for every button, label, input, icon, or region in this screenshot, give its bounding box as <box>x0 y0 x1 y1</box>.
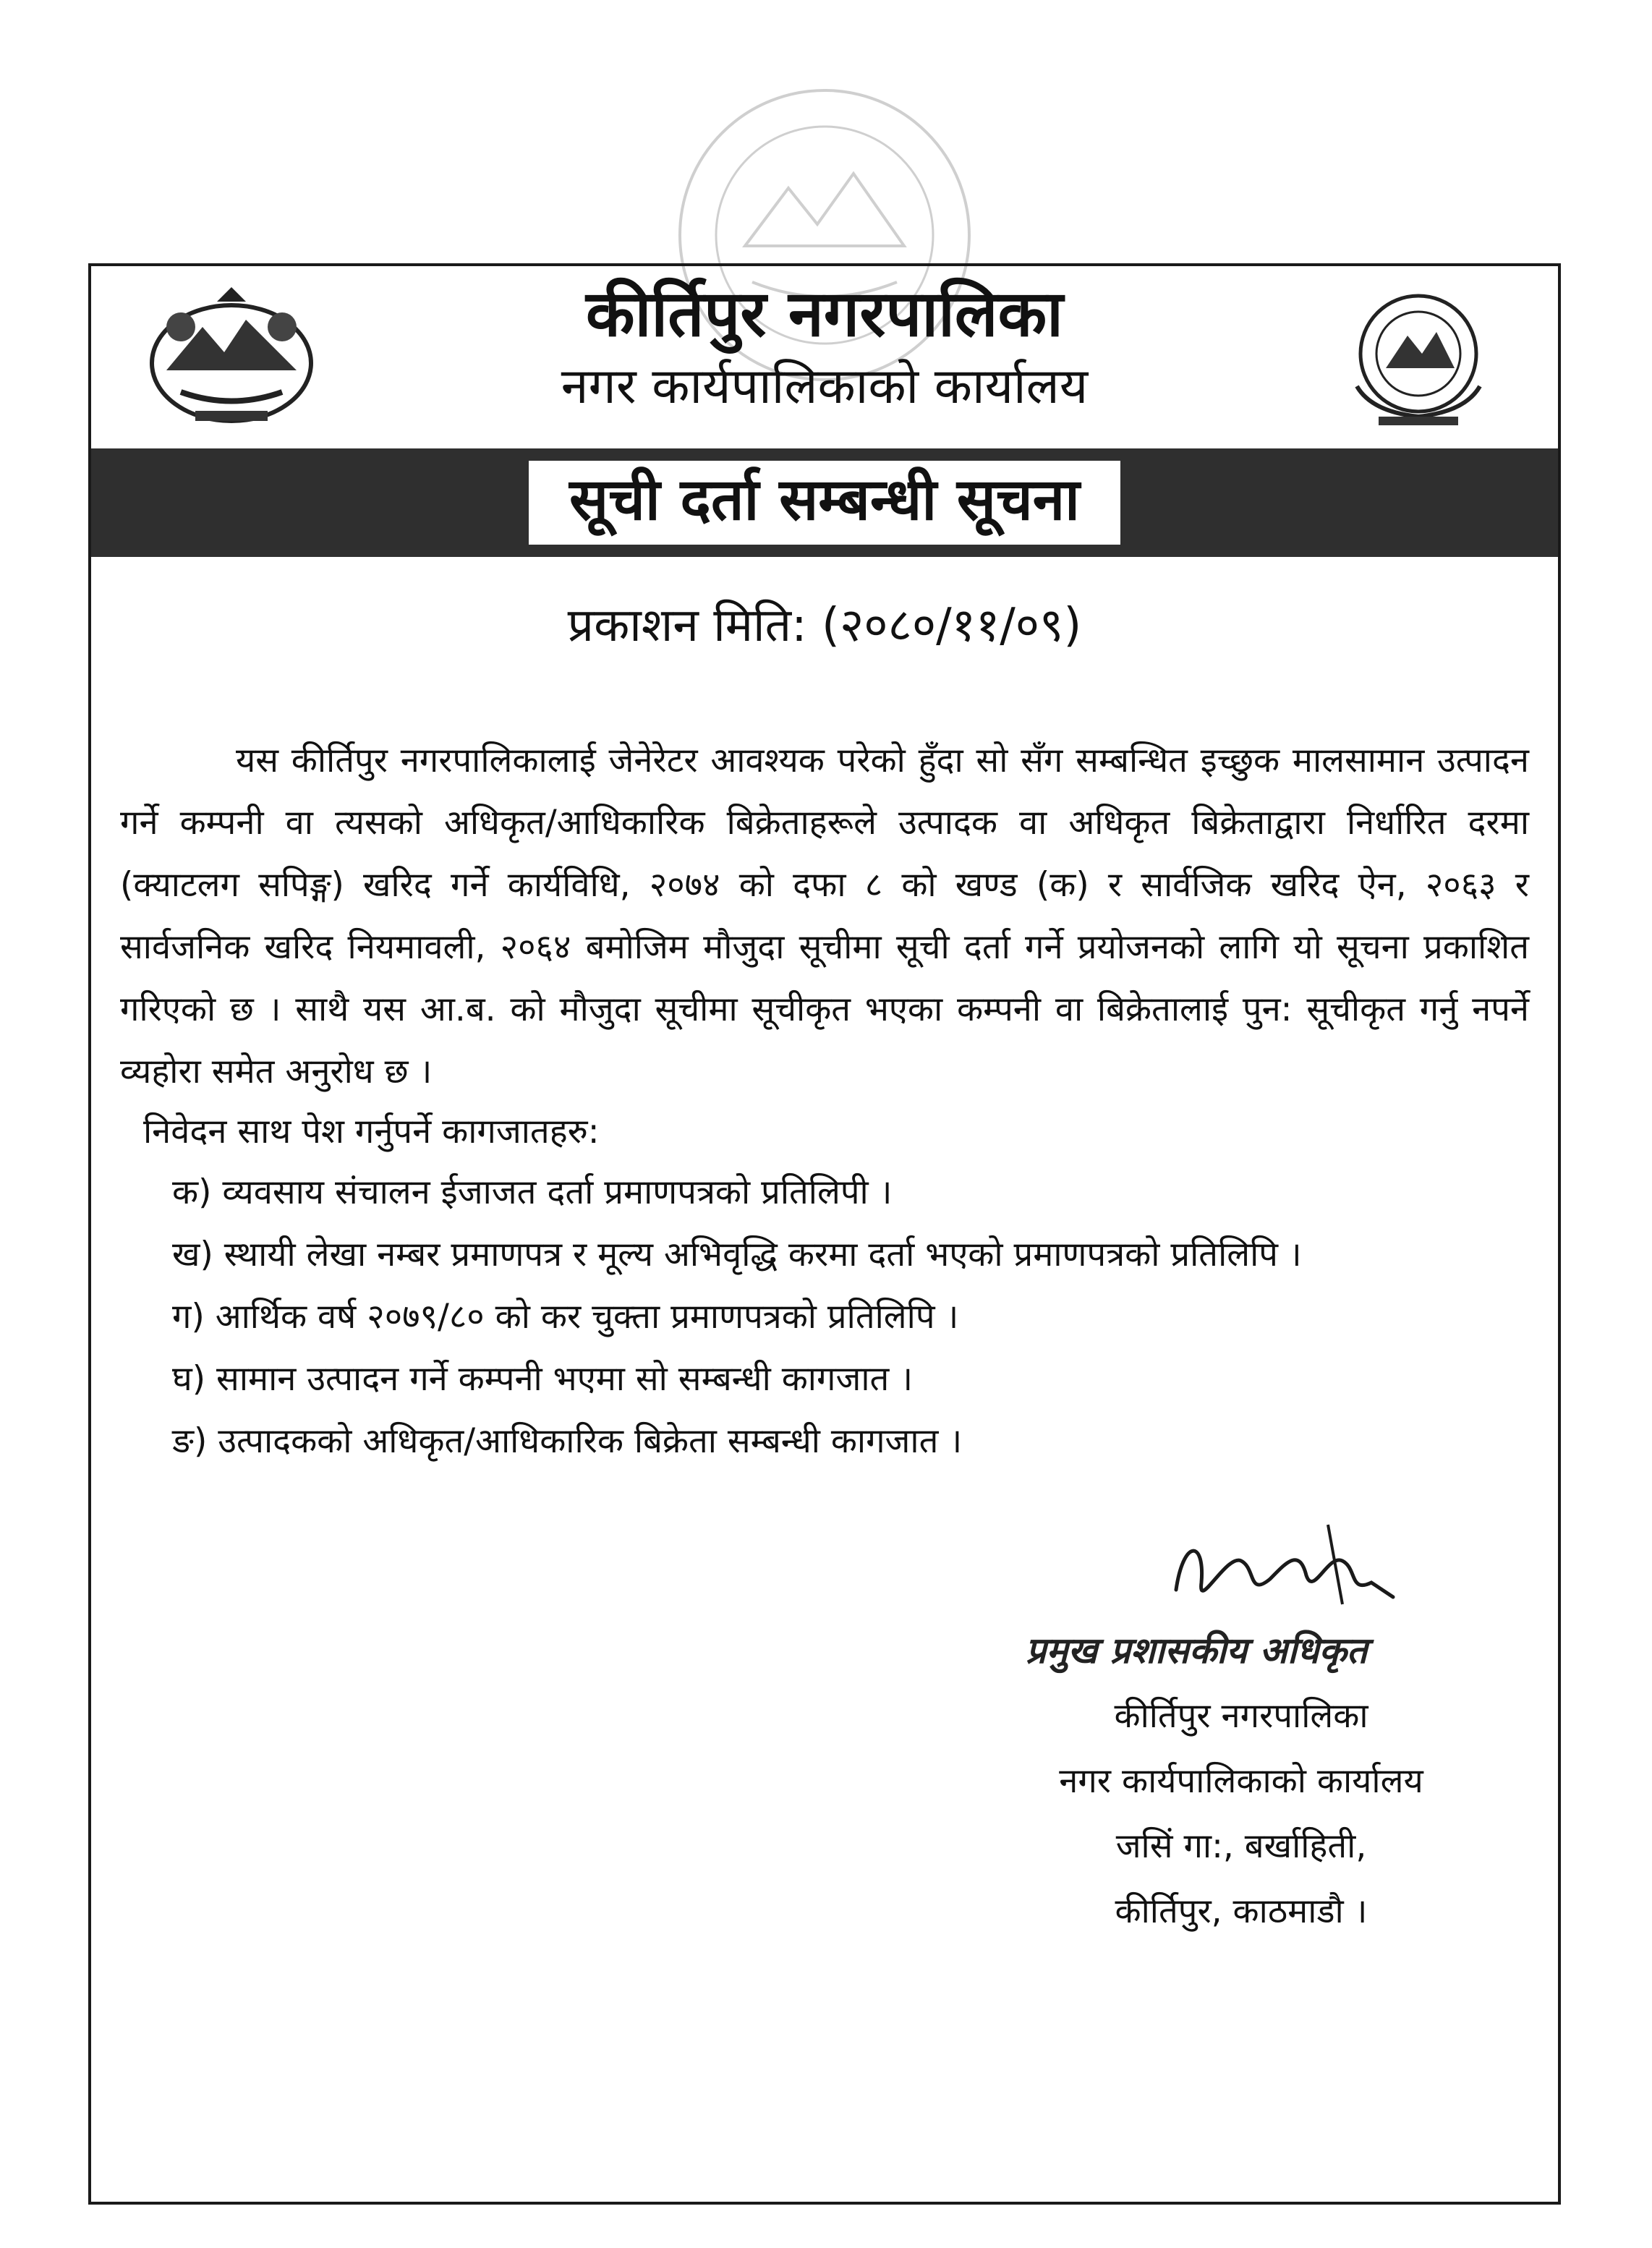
documents-heading: निवेदन साथ पेश गर्नुपर्ने कागजातहरु: <box>143 1112 600 1151</box>
municipality-logo-icon <box>1335 285 1502 430</box>
letterhead <box>91 266 1558 448</box>
list-item: घ) सामान उत्पादन गर्ने कम्पनी भएमा सो सम्बन्धी कागजात । <box>172 1359 914 1399</box>
list-item: ख) स्थायी लेखा नम्बर प्रमाणपत्र र मूल्य अभिवृद्धि करमा दर्ता भएको प्रमाणपत्रको प्रतिलिपि । <box>172 1235 1302 1274</box>
signatory-address <box>1017 1684 1465 1944</box>
signatory-line: कीर्तिपुर नगरपालिका <box>1114 1696 1368 1736</box>
notice-frame <box>88 263 1561 2205</box>
notice-body: यस कीर्तिपुर नगरपालिकालाई जेनेरेटर आवश्यक परेको हुँदा सो सँग सम्बन्धित इच्छुक मालसामान उत्पादन गर्ने कम्पनी वा त्यसको अधिकृत/आधिकारिक बिक्रेताहरूले उत्पादक वा अधिकृत बिक्रेताद्वारा निर्धारित दरमा (क्याटलग सपिङ्ग) खरिद गर्ने कार्यविधि, २०७४ को दफा ८ को खण्ड (क) र सार्वजिक खरिद ऐन, २०६३ र सार्वजनिक खरिद नियमावली, २०६४ बमोजिम मौजुदा सूचीमा सूची दर्ता गर्ने प्रयोजनको लागि यो सूचना प्रकाशित गरिएको छ । साथै यस आ.ब. को मौजुदा सूचीमा सूचीकृत भएका कम्पनी वा बिक्रेतालाई पुन: सूचीकृत गर्नु नपर्ने व्यहोरा समेत अनुरोध छ । <box>120 741 1529 1091</box>
signatory-line: नगर कार्यपालिकाको कार्यालय <box>1059 1761 1423 1801</box>
notice-title: सूची दर्ता सम्बन्धी सूचना <box>529 461 1120 545</box>
office-name: नगर कार्यपालिकाको कार्यालय <box>561 358 1089 415</box>
signature <box>1162 1510 1408 1619</box>
publication-date: प्रकाशन मिति: (२०८०/११/०९) <box>567 599 1082 652</box>
signatory-line: जसिं गा:, बर्खाहिती, <box>1115 1826 1367 1866</box>
title-bar <box>91 448 1558 557</box>
list-item: ङ) उत्पादकको अधिकृत/आधिकारिक बिक्रेता सम्बन्धी कागजात । <box>172 1421 963 1461</box>
signatory-designation: प्रमुख प्रशासकीय अधिकृत <box>1026 1630 1368 1672</box>
list-item: ग) आर्थिक वर्ष २०७९/८० को कर चुक्ता प्रमाणपत्रको प्रतिलिपि । <box>172 1297 959 1337</box>
signatory-line: कीर्तिपुर, काठमाडौ । <box>1115 1891 1368 1931</box>
org-name: कीर्तिपुर नगरपालिका <box>586 276 1063 351</box>
documents-list <box>172 1162 1302 1473</box>
list-item: क) व्यवसाय संचालन ईजाजत दर्ता प्रमाणपत्रको प्रतिलिपी । <box>172 1172 893 1212</box>
